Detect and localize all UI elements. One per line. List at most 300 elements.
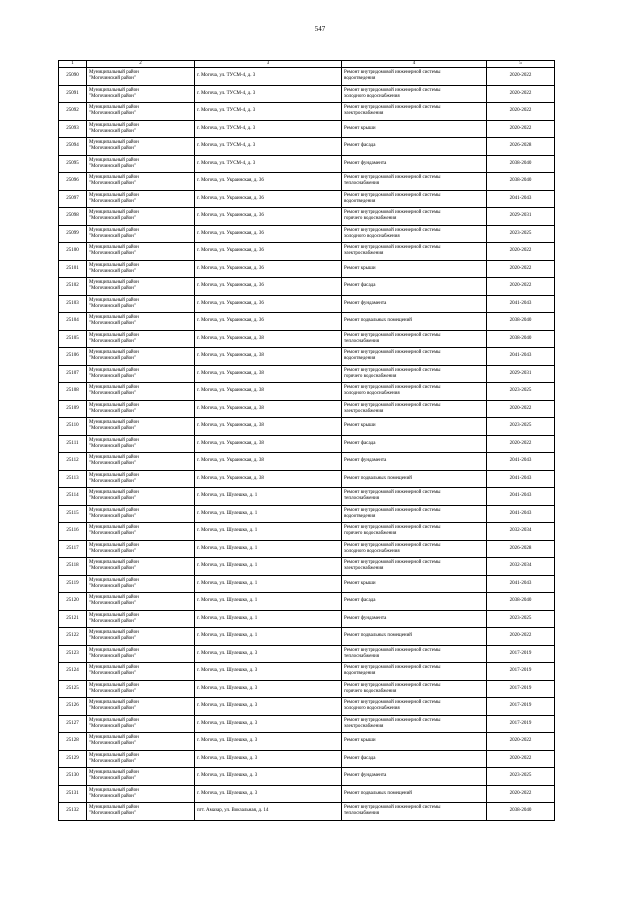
table-row bbox=[59, 698, 555, 716]
municipality-line: "Могочинский район" bbox=[89, 233, 136, 239]
work-type-line: холодного водоснабжения bbox=[344, 391, 400, 397]
address-cell: г. Могоча, ул. ТУСМ-4, д. 3 bbox=[195, 120, 342, 138]
table-row bbox=[59, 85, 555, 103]
municipality-cell bbox=[87, 313, 195, 331]
address-cell: г. Могоча, ул. Украинская, д. 36 bbox=[195, 295, 342, 313]
municipality-cell bbox=[87, 768, 195, 786]
work-type-line: Ремонт внутридомовой инженерной системы bbox=[344, 402, 441, 408]
municipality-line: Муниципальный район bbox=[89, 437, 139, 443]
municipality-line: "Могочинский район" bbox=[89, 408, 136, 414]
municipality-line: "Могочинский район" bbox=[89, 513, 136, 519]
work-type-line: Ремонт внутридомовой инженерной системы bbox=[344, 245, 441, 251]
table-row bbox=[59, 453, 555, 471]
municipality-line: "Могочинский район" bbox=[89, 671, 136, 677]
row-number: 25090 bbox=[59, 68, 87, 86]
municipality-line: Муниципальный район bbox=[89, 70, 139, 76]
work-type-line: Ремонт внутридомовой инженерной системы bbox=[344, 227, 441, 233]
row-number: 25102 bbox=[59, 278, 87, 296]
table-row bbox=[59, 785, 555, 803]
municipality-cell bbox=[87, 733, 195, 751]
work-type-line: Ремонт фундамента bbox=[344, 773, 387, 779]
period-cell: 2041-2043 bbox=[487, 470, 555, 488]
work-type-line: Ремонт подвальных помещений bbox=[344, 633, 412, 639]
municipality-line: "Могочинский район" bbox=[89, 76, 136, 82]
work-type-line: Ремонт внутридомовой инженерной системы bbox=[344, 367, 441, 373]
work-type-line: электроснабжения bbox=[344, 566, 384, 572]
municipality-line: Муниципальный район bbox=[89, 717, 139, 723]
municipality-cell bbox=[87, 680, 195, 698]
row-number: 25124 bbox=[59, 663, 87, 681]
municipality-line: Муниципальный район bbox=[89, 280, 139, 286]
table-row bbox=[59, 645, 555, 663]
municipality-cell bbox=[87, 488, 195, 506]
work-type-line: Ремонт внутридомовой инженерной системы bbox=[344, 490, 441, 496]
period-cell: 2017-2019 bbox=[487, 663, 555, 681]
row-number: 25106 bbox=[59, 348, 87, 366]
municipality-line: "Могочинский район" bbox=[89, 198, 136, 204]
municipality-line: "Могочинский район" bbox=[89, 461, 136, 467]
municipality-line: Муниципальный район bbox=[89, 507, 139, 513]
municipality-cell bbox=[87, 628, 195, 646]
work-type-line: Ремонт внутридомовой инженерной системы bbox=[344, 525, 441, 531]
work-type-line: холодного водоснабжения bbox=[344, 706, 400, 712]
address-cell: г. Могоча, ул. Шулешко, д. 3 bbox=[195, 750, 342, 768]
municipality-cell bbox=[87, 68, 195, 86]
municipality-cell bbox=[87, 540, 195, 558]
municipality-line: "Могочинский район" bbox=[89, 688, 136, 694]
municipality-line: Муниципальный район bbox=[89, 122, 139, 128]
row-number: 25127 bbox=[59, 715, 87, 733]
work-type-line: горячего водоснабжения bbox=[344, 373, 397, 379]
municipality-line: Муниципальный район bbox=[89, 735, 139, 741]
municipality-line: Муниципальный район bbox=[89, 227, 139, 233]
municipality-line: Муниципальный район bbox=[89, 350, 139, 356]
work-type-cell bbox=[342, 243, 487, 261]
work-type-cell bbox=[342, 558, 487, 576]
work-type-cell bbox=[342, 68, 487, 86]
table-row bbox=[59, 418, 555, 436]
column-header: 4 bbox=[342, 61, 487, 68]
municipality-cell bbox=[87, 278, 195, 296]
table-row bbox=[59, 138, 555, 156]
table-row bbox=[59, 348, 555, 366]
municipality-cell bbox=[87, 505, 195, 523]
address-cell: г. Могоча, ул. Шулешко, д. 3 bbox=[195, 715, 342, 733]
address-cell: г. Могоча, ул. Шулешко, д. 1 bbox=[195, 575, 342, 593]
municipality-line: Муниципальный район bbox=[89, 612, 139, 618]
municipality-line: Муниципальный район bbox=[89, 542, 139, 548]
work-type-cell bbox=[342, 330, 487, 348]
work-type-line: Ремонт фасада bbox=[344, 283, 376, 289]
address-cell: г. Могоча, ул. Украинская, д. 36 bbox=[195, 190, 342, 208]
address-cell: г. Могоча, ул. Украинская, д. 38 bbox=[195, 383, 342, 401]
municipality-line: "Могочинский район" bbox=[89, 531, 136, 537]
municipality-line: Муниципальный район bbox=[89, 455, 139, 461]
municipality-cell bbox=[87, 698, 195, 716]
municipality-line: Муниципальный район bbox=[89, 805, 139, 811]
row-number: 25118 bbox=[59, 558, 87, 576]
municipality-line: Муниципальный район bbox=[89, 210, 139, 216]
work-type-line: Ремонт внутридомовой инженерной системы bbox=[344, 647, 441, 653]
period-cell: 2020-2022 bbox=[487, 260, 555, 278]
work-type-line: Ремонт фасада bbox=[344, 755, 376, 761]
row-number: 25123 bbox=[59, 645, 87, 663]
address-cell: г. Могоча, ул. Шулешко, д. 3 bbox=[195, 768, 342, 786]
work-type-cell bbox=[342, 645, 487, 663]
municipality-cell bbox=[87, 330, 195, 348]
period-cell: 2038-2040 bbox=[487, 803, 555, 821]
work-type-cell bbox=[342, 733, 487, 751]
municipality-cell bbox=[87, 803, 195, 821]
municipality-line: Муниципальный район bbox=[89, 770, 139, 776]
period-cell: 2041-2043 bbox=[487, 190, 555, 208]
address-cell: г. Могоча, ул. Украинская, д. 38 bbox=[195, 418, 342, 436]
address-cell: г. Могоча, ул. Шулешко, д. 1 bbox=[195, 488, 342, 506]
work-type-cell bbox=[342, 313, 487, 331]
municipality-line: Муниципальный район bbox=[89, 192, 139, 198]
municipality-cell bbox=[87, 138, 195, 156]
work-type-line: водоотведения bbox=[344, 76, 376, 82]
table-row bbox=[59, 803, 555, 821]
municipality-line: Муниципальный район bbox=[89, 682, 139, 688]
municipality-cell bbox=[87, 610, 195, 628]
work-type-line: холодного водоснабжения bbox=[344, 93, 400, 99]
table-header-row bbox=[59, 61, 555, 68]
work-type-line: теплоснабжения bbox=[344, 338, 379, 344]
work-type-cell bbox=[342, 260, 487, 278]
municipality-cell bbox=[87, 155, 195, 173]
work-type-cell bbox=[342, 575, 487, 593]
municipality-line: Муниципальный район bbox=[89, 665, 139, 671]
table-row bbox=[59, 505, 555, 523]
address-cell: г. Могоча, ул. Украинская, д. 38 bbox=[195, 330, 342, 348]
municipality-line: "Могочинский район" bbox=[89, 111, 136, 117]
municipality-line: Муниципальный район bbox=[89, 332, 139, 338]
municipality-line: "Могочинский район" bbox=[89, 706, 136, 712]
municipality-line: "Могочинский район" bbox=[89, 251, 136, 257]
work-type-cell bbox=[342, 663, 487, 681]
row-number: 25114 bbox=[59, 488, 87, 506]
address-cell: г. Могоча, ул. Шулешко, д. 3 bbox=[195, 698, 342, 716]
municipality-cell bbox=[87, 558, 195, 576]
work-type-cell bbox=[342, 453, 487, 471]
address-cell: г. Могоча, ул. ТУСМ-4, д. 3 bbox=[195, 138, 342, 156]
municipality-line: "Могочинский район" bbox=[89, 793, 136, 799]
municipality-line: "Могочинский район" bbox=[89, 548, 136, 554]
work-type-cell bbox=[342, 278, 487, 296]
work-type-line: Ремонт внутридомовой инженерной системы bbox=[344, 560, 441, 566]
column-header: 1 bbox=[59, 61, 87, 68]
period-cell: 2038-2040 bbox=[487, 173, 555, 191]
address-cell: г. Могоча, ул. Шулешко, д. 3 bbox=[195, 785, 342, 803]
municipality-line: Муниципальный район bbox=[89, 787, 139, 793]
municipality-line: "Могочинский район" bbox=[89, 338, 136, 344]
table-row bbox=[59, 330, 555, 348]
period-cell: 2020-2022 bbox=[487, 278, 555, 296]
period-cell: 2023-2025 bbox=[487, 225, 555, 243]
municipality-line: "Могочинский район" bbox=[89, 146, 136, 152]
municipality-line: "Могочинский район" bbox=[89, 286, 136, 292]
work-type-line: Ремонт крыши bbox=[344, 125, 376, 131]
work-type-cell bbox=[342, 540, 487, 558]
work-type-cell bbox=[342, 803, 487, 821]
municipality-line: Муниципальный район bbox=[89, 525, 139, 531]
municipality-line: Муниципальный район bbox=[89, 752, 139, 758]
period-cell: 2038-2040 bbox=[487, 330, 555, 348]
municipality-line: Муниципальный район bbox=[89, 700, 139, 706]
work-type-line: Ремонт внутридомовой инженерной системы bbox=[344, 682, 441, 688]
municipality-line: "Могочинский район" bbox=[89, 216, 136, 222]
address-cell: г. Могоча, ул. Шулешко, д. 3 bbox=[195, 733, 342, 751]
row-number: 25105 bbox=[59, 330, 87, 348]
table-row bbox=[59, 68, 555, 86]
work-type-line: горячего водоснабжения bbox=[344, 688, 397, 694]
address-cell: г. Могоча, ул. Украинская, д. 36 bbox=[195, 278, 342, 296]
table-row bbox=[59, 680, 555, 698]
municipality-line: "Могочинский район" bbox=[89, 163, 136, 169]
municipality-line: "Могочинский район" bbox=[89, 268, 136, 274]
work-type-cell bbox=[342, 488, 487, 506]
work-type-line: Ремонт внутридомовой инженерной системы bbox=[344, 175, 441, 181]
work-type-line: водоотведения bbox=[344, 356, 376, 362]
municipality-line: "Могочинский район" bbox=[89, 566, 136, 572]
table-row bbox=[59, 540, 555, 558]
work-type-line: Ремонт внутридомовой инженерной системы bbox=[344, 70, 441, 76]
table-row bbox=[59, 243, 555, 261]
work-type-cell bbox=[342, 785, 487, 803]
period-cell: 2023-2025 bbox=[487, 610, 555, 628]
municipality-cell bbox=[87, 208, 195, 226]
work-type-cell bbox=[342, 138, 487, 156]
work-type-line: холодного водоснабжения bbox=[344, 233, 400, 239]
work-type-line: электроснабжения bbox=[344, 251, 384, 257]
period-cell: 2020-2022 bbox=[487, 435, 555, 453]
work-type-cell bbox=[342, 680, 487, 698]
municipality-cell bbox=[87, 190, 195, 208]
period-cell: 2020-2022 bbox=[487, 243, 555, 261]
period-cell: 2023-2025 bbox=[487, 768, 555, 786]
municipality-line: "Могочинский район" bbox=[89, 478, 136, 484]
work-type-cell bbox=[342, 348, 487, 366]
work-type-cell bbox=[342, 505, 487, 523]
row-number: 25104 bbox=[59, 313, 87, 331]
page-number: 547 bbox=[314, 25, 326, 33]
municipality-line: Муниципальный район bbox=[89, 175, 139, 181]
work-type-cell bbox=[342, 400, 487, 418]
table-row bbox=[59, 278, 555, 296]
table-row bbox=[59, 575, 555, 593]
work-type-line: Ремонт крыши bbox=[344, 423, 376, 429]
municipality-line: "Могочинский район" bbox=[89, 636, 136, 642]
work-type-line: Ремонт внутридомовой инженерной системы bbox=[344, 717, 441, 723]
period-cell: 2041-2043 bbox=[487, 453, 555, 471]
period-cell: 2026-2028 bbox=[487, 540, 555, 558]
table-row bbox=[59, 260, 555, 278]
row-number: 25122 bbox=[59, 628, 87, 646]
municipality-cell bbox=[87, 173, 195, 191]
municipality-cell bbox=[87, 663, 195, 681]
work-type-line: Ремонт внутридомовой инженерной системы bbox=[344, 210, 441, 216]
period-cell: 2041-2043 bbox=[487, 488, 555, 506]
work-type-line: Ремонт фасада bbox=[344, 598, 376, 604]
work-type-cell bbox=[342, 628, 487, 646]
address-cell: пгт. Амазар, ул. Вокзальная, д. 14 bbox=[195, 803, 342, 821]
municipality-line: Муниципальный район bbox=[89, 420, 139, 426]
municipality-cell bbox=[87, 400, 195, 418]
address-cell: г. Могоча, ул. Украинская, д. 38 bbox=[195, 470, 342, 488]
row-number: 25113 bbox=[59, 470, 87, 488]
work-type-line: электроснабжения bbox=[344, 723, 384, 729]
work-type-line: Ремонт фундамента bbox=[344, 300, 387, 306]
work-type-line: Ремонт подвальных помещений bbox=[344, 475, 412, 481]
municipality-line: "Могочинский район" bbox=[89, 373, 136, 379]
municipality-line: Муниципальный район bbox=[89, 87, 139, 93]
municipality-line: Муниципальный район bbox=[89, 385, 139, 391]
municipality-line: Муниципальный район bbox=[89, 245, 139, 251]
municipality-cell bbox=[87, 593, 195, 611]
address-cell: г. Могоча, ул. Украинская, д. 36 bbox=[195, 225, 342, 243]
municipality-cell bbox=[87, 470, 195, 488]
work-type-cell bbox=[342, 295, 487, 313]
period-cell: 2041-2043 bbox=[487, 295, 555, 313]
work-type-cell bbox=[342, 173, 487, 191]
row-number: 25103 bbox=[59, 295, 87, 313]
table-row bbox=[59, 400, 555, 418]
work-type-line: Ремонт внутридомовой инженерной системы bbox=[344, 105, 441, 111]
period-cell: 2017-2019 bbox=[487, 715, 555, 733]
municipality-cell bbox=[87, 225, 195, 243]
work-type-cell bbox=[342, 208, 487, 226]
municipality-line: Муниципальный район bbox=[89, 140, 139, 146]
municipality-line: Муниципальный район bbox=[89, 560, 139, 566]
work-type-cell bbox=[342, 698, 487, 716]
work-type-line: Ремонт фундамента bbox=[344, 160, 387, 166]
period-cell: 2029-2031 bbox=[487, 208, 555, 226]
period-cell: 2041-2043 bbox=[487, 348, 555, 366]
work-type-line: Ремонт подвальных помещений bbox=[344, 790, 412, 796]
period-cell: 2017-2019 bbox=[487, 698, 555, 716]
municipality-cell bbox=[87, 523, 195, 541]
table-row bbox=[59, 663, 555, 681]
column-header: 3 bbox=[195, 61, 342, 68]
table-row bbox=[59, 628, 555, 646]
work-type-cell bbox=[342, 383, 487, 401]
table-row bbox=[59, 313, 555, 331]
work-type-line: электроснабжения bbox=[344, 408, 384, 414]
work-type-line: Ремонт внутридомовой инженерной системы bbox=[344, 542, 441, 548]
municipality-line: Муниципальный район bbox=[89, 595, 139, 601]
period-cell: 2032-2034 bbox=[487, 558, 555, 576]
address-cell: г. Могоча, ул. Шулешко, д. 3 bbox=[195, 645, 342, 663]
table-row bbox=[59, 768, 555, 786]
work-type-line: Ремонт фасада bbox=[344, 440, 376, 446]
period-cell: 2029-2031 bbox=[487, 365, 555, 383]
period-cell: 2017-2019 bbox=[487, 680, 555, 698]
work-type-line: теплоснабжения bbox=[344, 181, 379, 187]
row-number: 25119 bbox=[59, 575, 87, 593]
work-type-cell bbox=[342, 103, 487, 121]
period-cell: 2020-2022 bbox=[487, 785, 555, 803]
address-cell: г. Могоча, ул. Украинская, д. 38 bbox=[195, 435, 342, 453]
table-row bbox=[59, 715, 555, 733]
row-number: 25093 bbox=[59, 120, 87, 138]
municipality-cell bbox=[87, 243, 195, 261]
work-type-line: Ремонт фасада bbox=[344, 143, 376, 149]
row-number: 25128 bbox=[59, 733, 87, 751]
row-number: 25129 bbox=[59, 750, 87, 768]
row-number: 25115 bbox=[59, 505, 87, 523]
work-type-line: водоотведения bbox=[344, 671, 376, 677]
municipality-cell bbox=[87, 575, 195, 593]
municipality-line: "Могочинский район" bbox=[89, 496, 136, 502]
row-number: 25121 bbox=[59, 610, 87, 628]
municipality-line: Муниципальный район bbox=[89, 647, 139, 653]
table-body bbox=[59, 68, 555, 821]
period-cell: 2038-2040 bbox=[487, 593, 555, 611]
municipality-line: Муниципальный район bbox=[89, 577, 139, 583]
table-row bbox=[59, 383, 555, 401]
municipality-line: "Могочинский район" bbox=[89, 776, 136, 782]
work-type-cell bbox=[342, 365, 487, 383]
work-type-line: Ремонт внутридомовой инженерной системы bbox=[344, 665, 441, 671]
municipality-line: "Могочинский район" bbox=[89, 356, 136, 362]
row-number: 25100 bbox=[59, 243, 87, 261]
table-row bbox=[59, 225, 555, 243]
row-number: 25092 bbox=[59, 103, 87, 121]
work-type-cell bbox=[342, 523, 487, 541]
table-row bbox=[59, 155, 555, 173]
municipality-line: "Могочинский район" bbox=[89, 93, 136, 99]
table-row bbox=[59, 470, 555, 488]
work-type-line: электроснабжения bbox=[344, 111, 384, 117]
municipality-cell bbox=[87, 348, 195, 366]
address-cell: г. Могоча, ул. ТУСМ-4, д. 3 bbox=[195, 155, 342, 173]
work-type-line: Ремонт внутридомовой инженерной системы bbox=[344, 507, 441, 513]
work-type-line: Ремонт внутридомовой инженерной системы bbox=[344, 805, 441, 811]
work-type-cell bbox=[342, 768, 487, 786]
work-type-line: горячего водоснабжения bbox=[344, 531, 397, 537]
municipality-cell bbox=[87, 85, 195, 103]
column-header: 2 bbox=[87, 61, 195, 68]
period-cell: 2020-2022 bbox=[487, 103, 555, 121]
address-cell: г. Могоча, ул. Украинская, д. 38 bbox=[195, 453, 342, 471]
period-cell: 2038-2040 bbox=[487, 155, 555, 173]
address-cell: г. Могоча, ул. ТУСМ-4, д. 3 bbox=[195, 68, 342, 86]
table-row bbox=[59, 750, 555, 768]
address-cell: г. Могоча, ул. ТУСМ-4, д. 3 bbox=[195, 85, 342, 103]
municipality-cell bbox=[87, 365, 195, 383]
municipality-line: "Могочинский район" bbox=[89, 723, 136, 729]
municipality-cell bbox=[87, 715, 195, 733]
work-type-line: теплоснабжения bbox=[344, 811, 379, 817]
work-type-line: Ремонт крыши bbox=[344, 738, 376, 744]
row-number: 25098 bbox=[59, 208, 87, 226]
work-type-line: Ремонт внутридомовой инженерной системы bbox=[344, 700, 441, 706]
work-type-cell bbox=[342, 85, 487, 103]
municipality-line: "Могочинский район" bbox=[89, 321, 136, 327]
work-type-line: Ремонт крыши bbox=[344, 265, 376, 271]
municipality-line: Муниципальный район bbox=[89, 490, 139, 496]
municipality-line: Муниципальный район bbox=[89, 630, 139, 636]
row-number: 25101 bbox=[59, 260, 87, 278]
municipality-line: Муниципальный район bbox=[89, 105, 139, 111]
row-number: 25097 bbox=[59, 190, 87, 208]
municipality-line: Муниципальный район bbox=[89, 262, 139, 268]
municipality-cell bbox=[87, 260, 195, 278]
table-row bbox=[59, 365, 555, 383]
address-cell: г. Могоча, ул. Шулешко, д. 1 bbox=[195, 523, 342, 541]
period-cell: 2017-2019 bbox=[487, 645, 555, 663]
